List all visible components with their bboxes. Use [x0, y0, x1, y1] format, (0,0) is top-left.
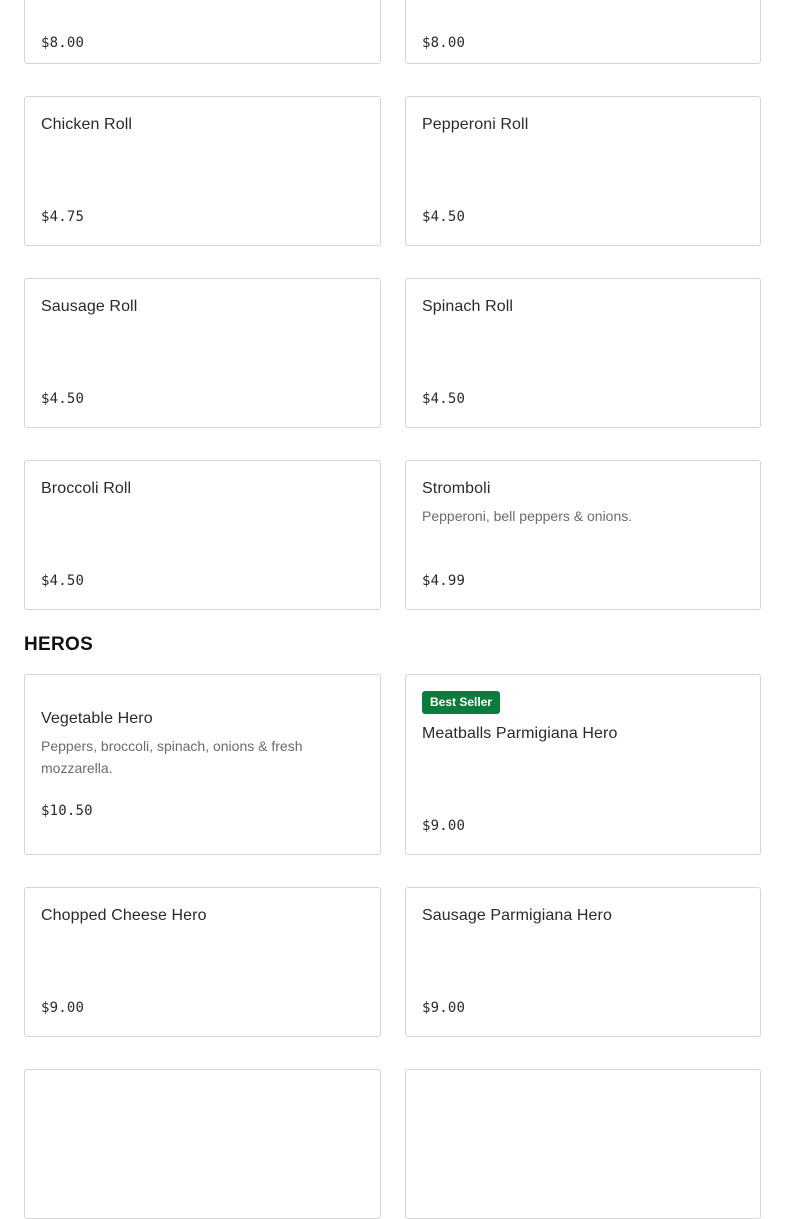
menu-item-card[interactable] — [24, 674, 381, 855]
item-price: $4.50 — [422, 209, 466, 225]
item-price: $9.00 — [422, 1000, 466, 1016]
item-name: Meatballs Parmigiana Hero — [422, 725, 618, 742]
menu-item-card[interactable] — [405, 674, 761, 855]
item-name: Sausage Parmigiana Hero — [422, 907, 612, 924]
item-price: $4.75 — [41, 209, 85, 225]
item-description: Pepperoni, bell peppers & onions. — [422, 508, 633, 524]
item-price: $4.99 — [422, 573, 466, 589]
menu-item-card[interactable] — [24, 278, 381, 428]
menu-item-card[interactable] — [405, 0, 761, 64]
item-name: Broccoli Roll — [41, 480, 132, 497]
item-price: $8.00 — [422, 35, 466, 51]
menu-item-card[interactable] — [405, 1069, 761, 1219]
menu-item-card[interactable] — [24, 887, 381, 1037]
section-title-heros: HEROS — [24, 634, 94, 655]
best-seller-badge: Best Seller — [422, 691, 500, 714]
menu-item-card[interactable] — [24, 96, 381, 246]
item-price: $4.50 — [41, 573, 85, 589]
item-name: Pepperoni Roll — [422, 116, 529, 133]
item-name: Chopped Cheese Hero — [41, 907, 207, 924]
item-price: $9.00 — [422, 818, 466, 834]
item-price: $4.50 — [41, 391, 85, 407]
menu-item-card[interactable] — [24, 1069, 381, 1219]
menu-item-card[interactable] — [405, 887, 761, 1037]
item-price: $8.00 — [41, 35, 85, 51]
item-price: $9.00 — [41, 1000, 85, 1016]
item-name: Stromboli — [422, 480, 491, 497]
menu-item-card[interactable] — [24, 0, 381, 64]
item-name: Spinach Roll — [422, 298, 514, 315]
menu-item-card[interactable] — [24, 460, 381, 610]
item-name: Sausage Roll — [41, 298, 138, 315]
item-price: $10.50 — [41, 803, 93, 819]
item-name: Chicken Roll — [41, 116, 133, 133]
menu-item-card[interactable] — [405, 460, 761, 610]
menu-item-card[interactable] — [405, 96, 761, 246]
menu-item-card[interactable] — [405, 278, 761, 428]
item-price: $4.50 — [422, 391, 466, 407]
item-name: Vegetable Hero — [41, 710, 153, 727]
item-description: Peppers, broccoli, spinach, onions & fresh mozzarella. — [41, 738, 303, 776]
